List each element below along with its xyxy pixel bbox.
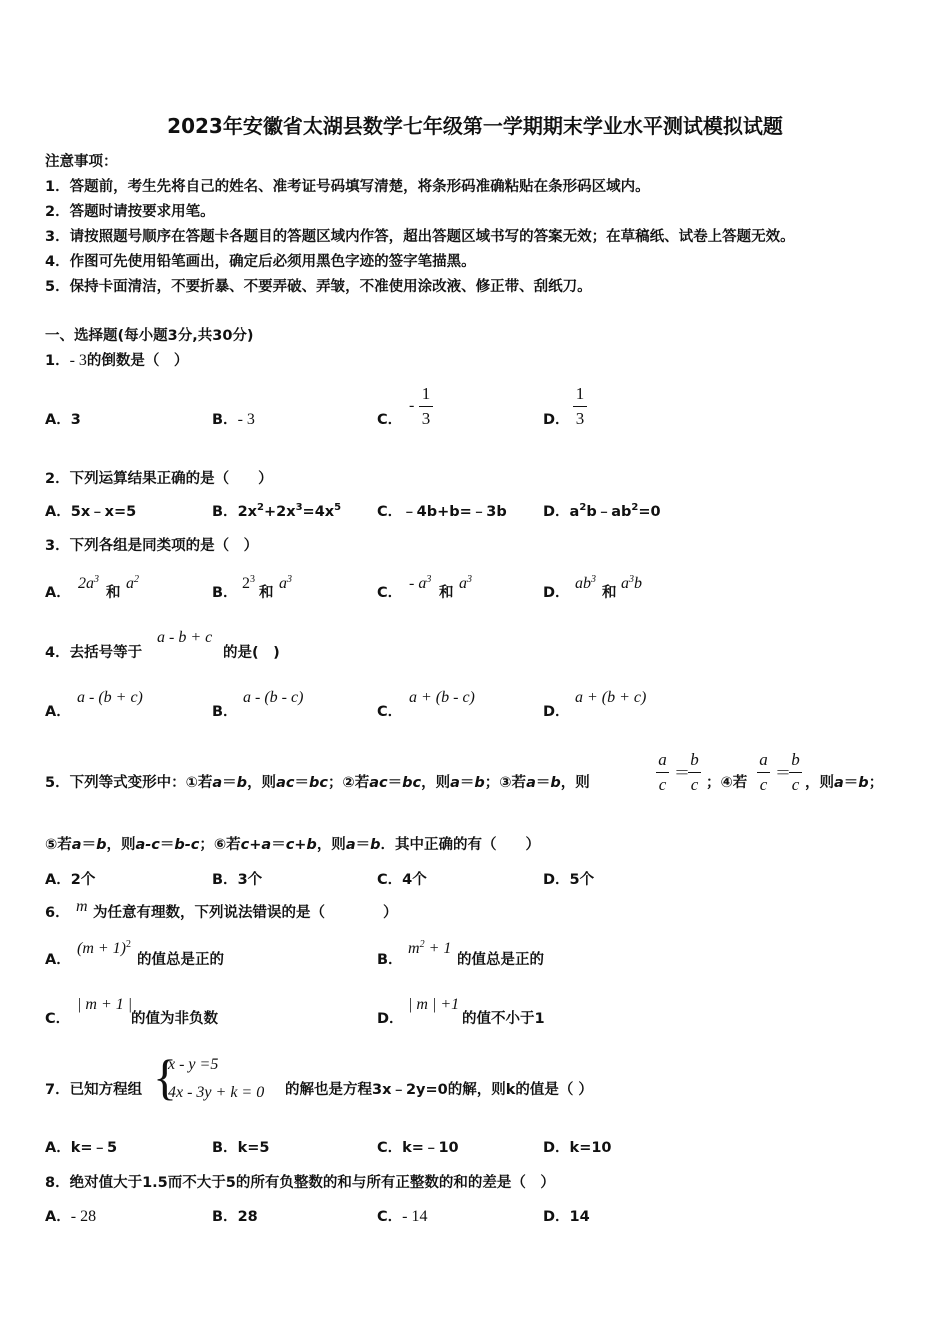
- question-number: 1．: [45, 353, 70, 369]
- connector-he: 和: [439, 585, 454, 601]
- option-c[interactable]: C．: [377, 704, 403, 720]
- option-a-expr: $2a^3$: [78, 574, 99, 592]
- option-d[interactable]: D．: [377, 1011, 404, 1027]
- page-title: 2023年安徽省太湖县数学七年级第一学期期末学业水平测试模拟试题: [167, 114, 783, 138]
- option-b-expr2: $a^3$: [279, 574, 292, 592]
- option-d[interactable]: D．14: [543, 1209, 590, 1225]
- option-c-sign: -: [409, 397, 415, 414]
- option-d-text: 的值不小于1: [462, 1011, 545, 1027]
- note-item: 4．作图可先使用铅笔画出，确定后必须用黑色字迹的签字笔描黑。: [45, 254, 476, 270]
- fraction-b-over-c: b c: [789, 750, 802, 795]
- option-a[interactable]: A．: [45, 952, 71, 968]
- question-5-line2: ⑤若a＝b，则a-c＝b-c；⑥若c+a＝c+b，则a＝b．其中正确的有（ ）: [45, 837, 540, 853]
- option-c[interactable]: C．- 14: [377, 1208, 428, 1225]
- option-c-fraction: 1 3: [419, 384, 433, 429]
- option-a[interactable]: A．2个: [45, 872, 96, 888]
- option-b-expr: $2^3$: [242, 574, 255, 592]
- option-a-expr2: $a^2$: [126, 574, 139, 592]
- q5-separator: ；④若: [706, 775, 748, 791]
- option-b[interactable]: B．28: [212, 1209, 258, 1225]
- option-b-expr: $m^2 + 1$: [408, 939, 452, 957]
- option-b[interactable]: B．: [212, 704, 238, 720]
- option-c[interactable]: C．: [377, 412, 403, 428]
- option-b-text: 的值总是正的: [457, 952, 544, 968]
- question-4-num: 4．去括号等于: [45, 645, 143, 661]
- question-6-text: 为任意有理数，下列说法错误的是（ ）: [93, 905, 398, 921]
- note-item: 3．请按照题号顺序在答题卡各题目的答题区域内作答，超出答题区域书写的答案无效；在草稿纸、试卷上答题无效。: [45, 229, 795, 245]
- question-6-var: m: [76, 898, 88, 915]
- question-7-text: 的解也是方程3x﹣2y=0的解，则k的值是（ ）: [285, 1082, 593, 1098]
- question-4-expr: a - b + c: [157, 629, 213, 646]
- option-b[interactable]: B．$2x^2+2x^3=4x^5$: [212, 502, 342, 520]
- question-1: [45, 352, 188, 370]
- system-brace: {: [153, 1049, 177, 1105]
- option-a[interactable]: A．: [45, 704, 71, 720]
- equals-sign: ＝: [674, 765, 691, 782]
- q5-line1-end: ，则a＝b；: [805, 775, 884, 791]
- note-item: 5．保持卡面清洁，不要折暴、不要弄破、弄皱，不准使用涂改液、修正带、刮纸刀。: [45, 279, 592, 295]
- question-6-num: 6．: [45, 905, 70, 921]
- option-d-expr: $ab^3$: [575, 574, 596, 592]
- option-b[interactable]: B．: [377, 952, 403, 968]
- option-a[interactable]: A．: [45, 585, 71, 601]
- option-d[interactable]: D．: [543, 412, 570, 428]
- connector-he: 和: [259, 585, 274, 601]
- question-8: 8．绝对值大于1.5而不大于5的所有负整数的和与所有正整数的和的差是（ ）: [45, 1175, 555, 1191]
- option-c-expr: a + (b - c): [409, 689, 475, 706]
- option-a[interactable]: A．k=﹣5: [45, 1140, 118, 1156]
- connector-he: 和: [602, 585, 617, 601]
- option-a[interactable]: A．5x﹣x=5: [45, 504, 137, 520]
- option-b[interactable]: B．: [212, 585, 238, 601]
- fraction-a-over-c: a c: [757, 750, 770, 795]
- fraction-a-over-c: a c: [656, 750, 669, 795]
- question-4-tail: 的是( ): [223, 645, 280, 661]
- question-3: 3．下列各组是同类项的是（ ）: [45, 538, 259, 554]
- option-d[interactable]: D．: [543, 704, 570, 720]
- notes-heading: 注意事项：: [45, 154, 118, 170]
- option-c[interactable]: C．4个: [377, 872, 427, 888]
- option-a[interactable]: A．3: [45, 412, 81, 428]
- note-item: 1．答题前，考生先将自己的姓名、准考证号码填写清楚，将条形码准确粘贴在条形码区域内。: [45, 179, 650, 195]
- option-c[interactable]: C．: [45, 1011, 71, 1027]
- option-c-expr2: $a^3$: [459, 574, 472, 592]
- question-text: 的倒数是（ ）: [86, 353, 189, 369]
- option-d[interactable]: D．$a^2b﹣ab^2=0$: [543, 502, 661, 520]
- option-c[interactable]: C．﹣4b+b=﹣3b: [377, 504, 507, 520]
- option-b[interactable]: B．k=5: [212, 1140, 270, 1156]
- note-item: 2．答题时请按要求用笔。: [45, 204, 215, 220]
- option-d[interactable]: D．k=10: [543, 1140, 612, 1156]
- equals-sign: ＝: [775, 765, 792, 782]
- option-a-expr: a - (b + c): [77, 689, 143, 706]
- equation-1: x - y =5: [168, 1056, 219, 1073]
- option-d-expr: a + (b + c): [575, 689, 647, 706]
- question-2: 2．下列运算结果正确的是（ ）: [45, 471, 273, 487]
- option-b-expr: a - (b - c): [243, 689, 304, 706]
- fraction-b-over-c: b c: [688, 750, 701, 795]
- option-c-text: 的值为非负数: [131, 1011, 218, 1027]
- option-b[interactable]: B．3个: [212, 872, 263, 888]
- option-b[interactable]: B．- 3: [212, 411, 255, 428]
- section-heading: 一、选择题(每小题3分,共30分): [45, 328, 254, 344]
- option-a-expr: $(m + 1)^2$: [77, 939, 132, 957]
- option-d-expr2: $a^3b$: [621, 574, 642, 592]
- question-expr: - 3: [69, 352, 87, 369]
- option-d[interactable]: D．5个: [543, 872, 595, 888]
- equation-2: 4x - 3y + k = 0: [168, 1084, 265, 1101]
- connector-he: 和: [106, 585, 121, 601]
- option-d-expr: | m | +1: [408, 996, 460, 1013]
- option-d[interactable]: D．: [543, 585, 570, 601]
- option-c-expr: | m + 1 |: [77, 996, 133, 1013]
- option-c[interactable]: C．k=﹣10: [377, 1140, 459, 1156]
- option-c-expr: - $a^3$: [409, 574, 432, 592]
- option-a[interactable]: A．- 28: [45, 1208, 97, 1225]
- option-d-fraction: 1 3: [573, 384, 587, 429]
- option-c[interactable]: C．: [377, 585, 403, 601]
- question-5-line1: 5．下列等式变形中：①若a＝b，则ac＝bc；②若ac＝bc，则a＝b；③若a＝b，则: [45, 775, 590, 791]
- question-7-num: 7．已知方程组: [45, 1082, 143, 1098]
- option-a-text: 的值总是正的: [137, 952, 224, 968]
